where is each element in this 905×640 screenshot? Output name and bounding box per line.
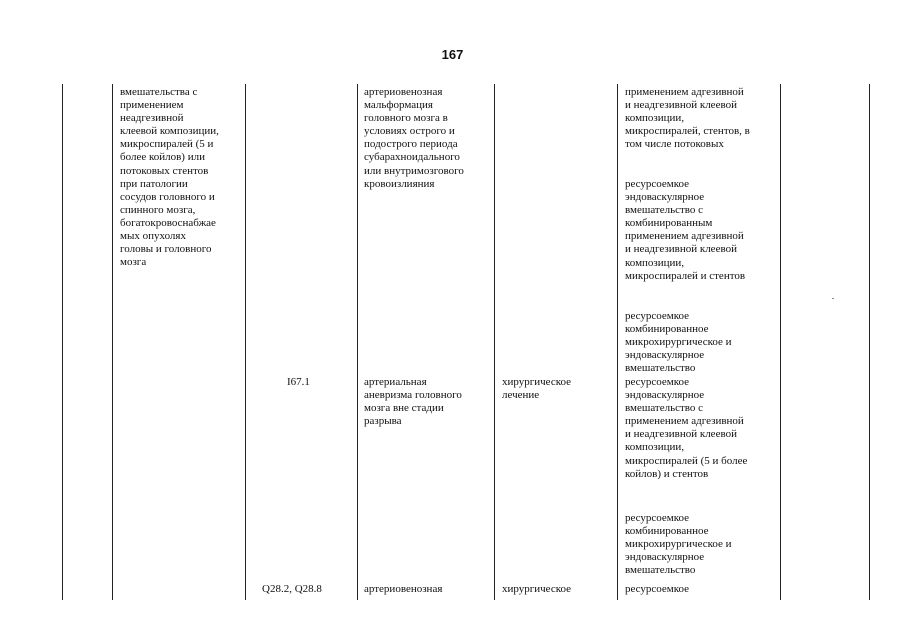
method-cell: ресурсоемкое: [625, 583, 690, 595]
method-cell: ресурсоемкое эндоваскулярное вмешательство с комбинированным применением адгезивной и неадгезивной клеевой композиции, микроспиралей и стентов: [625, 178, 746, 282]
column-divider: [245, 84, 246, 600]
method-cell: ресурсоемкое комбинированное микрохирургическое и эндоваскулярное вмешательство: [625, 512, 732, 577]
page-number: 167: [441, 47, 464, 62]
column-divider: [780, 84, 781, 600]
diagnosis-cell: артериальная аневризма головного мозга вне стадии разрыва: [364, 376, 462, 428]
column-divider: [617, 84, 618, 600]
method-cell: применением адгезивной и неадгезивной клеевой композиции, микроспиралей, стентов, в том числе потоковых: [625, 86, 750, 151]
code-cell: I67.1: [287, 376, 310, 388]
scan-artifact: [832, 298, 834, 299]
code-cell: Q28.2, Q28.8: [262, 583, 322, 595]
method-cell: ресурсоемкое эндоваскулярное вмешательство с применением адгезивной и неадгезивной клеевой композиции, микроспиралей (5 и более койлов) и стентов: [625, 376, 748, 480]
table-border-right: [869, 84, 870, 600]
column-divider: [357, 84, 358, 600]
diagnosis-cell: артериовенозная: [364, 583, 443, 595]
column-divider: [112, 84, 113, 600]
column-divider: [494, 84, 495, 600]
care-type-cell: вмешательства с применением неадгезивной клеевой композиции, микроспиралей (5 и более койлов) или потоковых стентов при патологии сосудов головного и спинного мозга, богатокровоснабжае мых опухолях головы и головного мозга: [120, 86, 219, 269]
table-border-left: [62, 84, 63, 600]
treatment-cell: хирургическое лечение: [502, 376, 572, 402]
treatment-cell: хирургическое: [502, 583, 572, 595]
diagnosis-cell: артериовенозная мальформация головного мозга в условиях острого и подострого периода субарахноидального или внутримозгового кровоизлияния: [364, 86, 464, 190]
method-cell: ресурсоемкое комбинированное микрохирургическое и эндоваскулярное вмешательство: [625, 310, 732, 375]
